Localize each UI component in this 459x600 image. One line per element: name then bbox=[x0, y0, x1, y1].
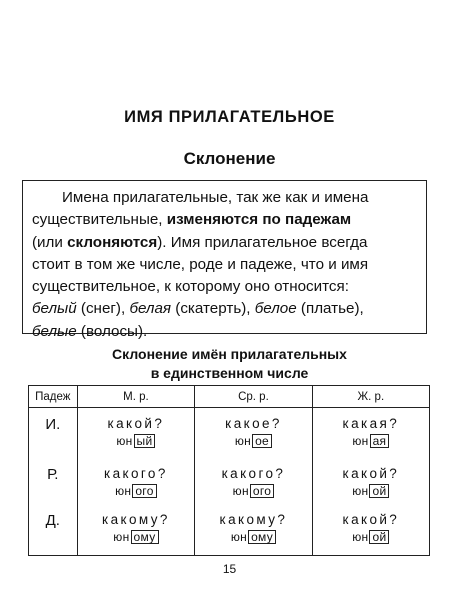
rule-text-part: существительные, bbox=[32, 211, 167, 229]
word-stem: юн bbox=[234, 434, 252, 448]
word-stem: юн bbox=[352, 529, 369, 544]
example-noun: (волосы). bbox=[76, 322, 148, 340]
ending-box: ому bbox=[131, 530, 159, 544]
form-cell bbox=[77, 408, 195, 458]
rule-line bbox=[32, 187, 418, 209]
rule-text bbox=[32, 187, 418, 343]
word-form bbox=[352, 434, 389, 448]
rule-text-part: ). Имя прилагательное всегда bbox=[157, 233, 368, 251]
question: какой? bbox=[342, 511, 400, 527]
word-stem: юн bbox=[116, 434, 133, 448]
word-form bbox=[235, 434, 272, 448]
rule-text-part: (или bbox=[32, 233, 68, 251]
table-row bbox=[29, 408, 430, 458]
rule-emphasis: изменяются по падежам bbox=[166, 211, 352, 229]
case-label: И. bbox=[45, 416, 61, 433]
example-noun: (платье), bbox=[296, 300, 364, 318]
question: какой? bbox=[342, 465, 400, 481]
table-caption-line: Склонение имён прилагательных bbox=[112, 346, 347, 362]
header-feminine: Ж. р. bbox=[312, 386, 429, 408]
rule-line bbox=[32, 209, 418, 231]
ending-box: ого bbox=[132, 484, 156, 498]
word-form bbox=[231, 530, 276, 544]
ending-box: ой bbox=[369, 484, 389, 498]
ending-box: ая bbox=[370, 434, 390, 448]
case-cell bbox=[29, 408, 78, 458]
form-cell bbox=[312, 408, 429, 458]
table-caption bbox=[0, 345, 459, 383]
table-row bbox=[29, 504, 430, 556]
word-form bbox=[116, 434, 155, 448]
word-form bbox=[113, 530, 158, 544]
word-form bbox=[352, 484, 389, 498]
question: какому? bbox=[219, 511, 288, 527]
section-subtitle: Склонение bbox=[183, 149, 276, 168]
form-cell bbox=[77, 458, 195, 504]
example-noun: (скатерть), bbox=[171, 300, 255, 318]
word-stem: юн bbox=[230, 529, 248, 544]
table-caption-line: в единственном числе bbox=[150, 365, 309, 381]
rule-line bbox=[32, 254, 418, 276]
word-stem: юн bbox=[115, 483, 132, 498]
example-word: белое bbox=[254, 300, 297, 318]
rule-box bbox=[22, 180, 427, 340]
case-label: Р. bbox=[47, 465, 59, 483]
word-form bbox=[352, 530, 389, 544]
form-cell bbox=[195, 504, 313, 556]
ending-box: ый bbox=[134, 434, 156, 448]
ending-box: ому bbox=[248, 530, 276, 544]
rule-examples-line bbox=[32, 298, 418, 320]
question: какой? bbox=[107, 416, 165, 431]
question: какая? bbox=[342, 416, 400, 431]
form-cell bbox=[312, 458, 429, 504]
header-case: Падеж bbox=[29, 386, 78, 408]
form-cell bbox=[195, 408, 313, 458]
rule-examples-line bbox=[32, 321, 418, 343]
example-word: белая bbox=[129, 300, 172, 318]
rule-text-part: Имена прилагательные, так же как и имена bbox=[62, 189, 369, 206]
case-cell bbox=[29, 458, 78, 504]
question: какое? bbox=[225, 416, 282, 431]
rule-line bbox=[32, 232, 418, 254]
question: какого? bbox=[104, 465, 168, 481]
case-cell bbox=[29, 504, 78, 556]
example-word: белые bbox=[32, 322, 77, 340]
word-stem: юн bbox=[352, 434, 369, 448]
question: какого? bbox=[221, 465, 286, 481]
ending-box: ой bbox=[369, 530, 389, 544]
rule-text-part: стоит в том же числе, роде и падеже, что и имя bbox=[32, 255, 369, 273]
header-masculine: М. р. bbox=[77, 386, 195, 408]
form-cell bbox=[77, 504, 195, 556]
case-label: Д. bbox=[45, 511, 60, 529]
word-stem: юн bbox=[352, 483, 369, 498]
example-noun: (снег), bbox=[76, 300, 130, 318]
header-neuter: Ср. р. bbox=[195, 386, 313, 408]
form-cell bbox=[312, 504, 429, 556]
question: какому? bbox=[102, 511, 170, 527]
form-cell bbox=[195, 458, 313, 504]
word-stem: юн bbox=[232, 483, 249, 498]
rule-text-part: существительное, к которому оно относится: bbox=[32, 278, 349, 296]
rule-line bbox=[32, 276, 418, 298]
example-word: белый bbox=[32, 300, 77, 318]
ending-box: ого bbox=[250, 484, 274, 498]
page-title: ИМЯ ПРИЛАГАТЕЛЬНОЕ bbox=[124, 108, 335, 126]
word-form bbox=[233, 484, 275, 498]
table-row bbox=[29, 458, 430, 504]
table-header-row bbox=[29, 386, 430, 408]
ending-box: ое bbox=[252, 434, 272, 448]
rule-emphasis: склоняются bbox=[67, 233, 158, 251]
word-stem: юн bbox=[113, 529, 130, 544]
page-number: 15 bbox=[222, 562, 237, 576]
word-form bbox=[115, 484, 157, 498]
declension-table bbox=[28, 385, 430, 556]
